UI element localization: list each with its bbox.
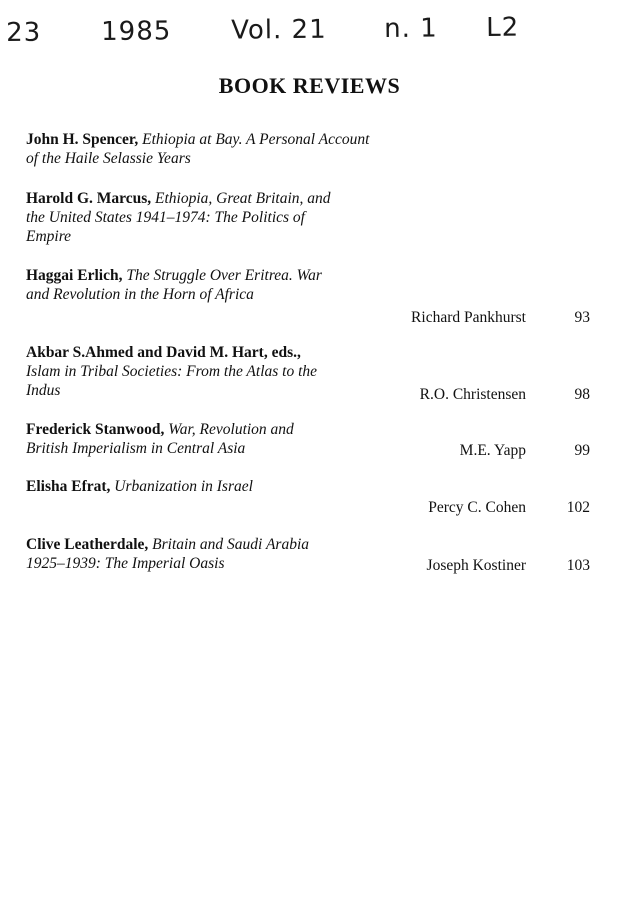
entry-page-number: 99: [574, 442, 590, 459]
entry-title-line: the United States 1941–1974: The Politics of: [26, 209, 305, 226]
entry-title-line: 1925–1939: The Imperial Oasis: [26, 555, 225, 572]
review-entry: [26, 535, 616, 573]
entry-title-line: of the Haile Selassie Years: [26, 150, 191, 167]
entry-title-line: and Revolution in the Horn of Africa: [26, 286, 254, 303]
entry-title-line: The Struggle Over Eritrea. War: [126, 267, 322, 284]
entry-page-number: 93: [574, 309, 590, 326]
entry-reviewer: Joseph Kostiner: [426, 557, 526, 574]
review-entry: [26, 266, 616, 326]
entry-reviewer: Percy C. Cohen: [428, 499, 526, 516]
review-entry: [26, 130, 616, 168]
review-entry: [26, 343, 616, 403]
entry-title-line: Indus: [26, 382, 61, 399]
entry-title-line: Urbanization in Israel: [114, 478, 253, 495]
entry-page-number: 102: [566, 499, 590, 516]
review-entry: [26, 420, 616, 458]
handwritten-ref: 23: [6, 17, 42, 48]
entry-title-line: Ethiopia, Great Britain, and: [155, 190, 331, 207]
entry-title-line: Britain and Saudi Arabia: [152, 536, 310, 553]
handwritten-year: 1985: [100, 16, 172, 48]
handwritten-volume: Vol. 21: [230, 14, 327, 46]
entry-author: Clive Leatherdale,: [26, 536, 149, 553]
entry-reviewer: Richard Pankhurst: [411, 309, 526, 326]
entry-author: Elisha Efrat,: [26, 478, 111, 495]
entry-reviewer: M.E. Yapp: [459, 442, 526, 459]
review-entry: [26, 189, 616, 246]
entry-title-line: Islam in Tribal Societies: From the Atlas to the: [26, 363, 318, 380]
entry-reviewer: R.O. Christensen: [419, 386, 526, 403]
entry-page-number: 103: [566, 557, 590, 574]
entry-author: John H. Spencer,: [26, 131, 139, 148]
review-entry: [26, 477, 616, 516]
entry-author: Harold G. Marcus,: [26, 190, 152, 207]
entry-title-line: War, Revolution and: [168, 421, 294, 438]
entry-author: Frederick Stanwood,: [26, 421, 165, 438]
handwritten-code: L2: [485, 12, 520, 43]
entry-page-number: 98: [574, 386, 590, 403]
entry-title-line: Ethiopia at Bay. A Personal Account: [142, 131, 370, 148]
entry-title-line: Empire: [26, 228, 72, 245]
entry-author: Akbar S.Ahmed and David M. Hart, eds.,: [26, 344, 301, 361]
entry-title-line: British Imperialism in Central Asia: [26, 440, 246, 457]
entry-author: Haggai Erlich,: [26, 267, 123, 284]
page-title: BOOK REVIEWS: [218, 73, 401, 98]
handwritten-number: n. 1: [383, 13, 438, 45]
